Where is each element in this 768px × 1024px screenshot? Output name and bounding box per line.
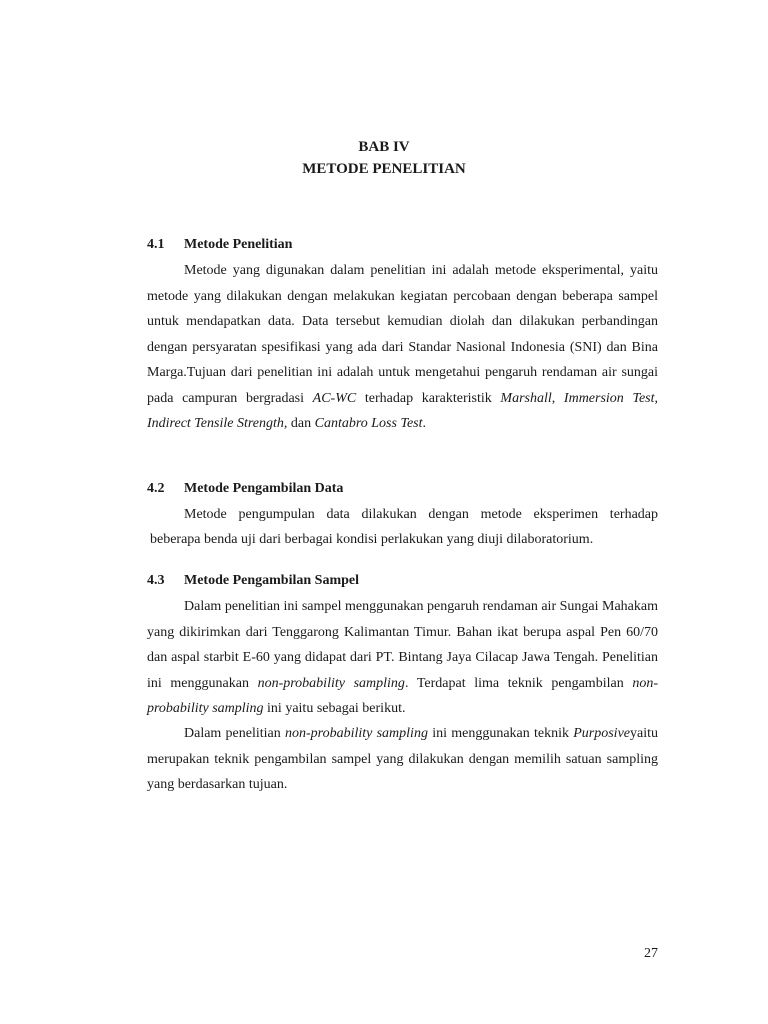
section-title: Metode Penelitian xyxy=(184,237,293,252)
paragraph-4-3-2 xyxy=(147,721,658,798)
italic-term: non-probability sampling xyxy=(147,675,659,716)
chapter-heading xyxy=(0,136,768,180)
italic-term: Purposive xyxy=(573,726,630,741)
italic-term: non-probability sampling xyxy=(257,675,405,691)
italic-term: AC-WC xyxy=(312,390,357,406)
italic-term: Immersion Test xyxy=(563,390,655,406)
italic-term: non-probability sampling xyxy=(285,726,428,741)
paragraph-4-3-1 xyxy=(147,594,658,722)
paragraph-text: . xyxy=(422,416,427,431)
italic-term: Cantabro Loss Test xyxy=(314,416,423,431)
chapter-number: BAB IV xyxy=(358,139,410,155)
paragraph-text: Metode yang digunakan dalam penelitian ini adalah metode eksperimental, yaitu metode yang dilakukan dengan melakukan kegiatan percobaan dengan beberapa sampel untuk mendapatkan data. Data tersebut kemudian diolah dan dilakukan perbandingan dengan persyaratan spesifikasi yang ada dari Standar Nasional Indonesia (SNI) dan Bina Marga.Tujuan dari penelitian ini adalah untuk mengetahui pengaruh rendaman air sungai pada campuran bergradasi xyxy=(147,263,658,406)
paragraph-text: Metode pengumpulan data dilakukan dengan metode eksperimen terhadap xyxy=(184,507,658,522)
section-heading-4-2 xyxy=(147,480,667,498)
paragraph-4-2-line2 xyxy=(150,527,660,553)
paragraph-text: terhadap karakteristik xyxy=(356,390,501,406)
section-heading-4-1 xyxy=(147,236,667,254)
paragraph-text: . Terdapat lima teknik pengambilan xyxy=(404,675,633,691)
section-title: Metode Pengambilan Data xyxy=(184,481,344,496)
paragraph-text: ini yaitu sebagai berikut. xyxy=(263,701,406,716)
italic-term: Indirect Tensile Strength, xyxy=(147,416,288,431)
section-number: 4.2 xyxy=(147,481,165,496)
paragraph-text: , xyxy=(654,390,659,406)
paragraph-4-2-line1 xyxy=(147,502,658,528)
paragraph-text: ini menggunakan teknik xyxy=(427,726,574,741)
page-number: 27 xyxy=(644,946,658,961)
paragraph-text: yaitu merupakan teknik pengambilan sampel yang dilakukan dengan memilih satuan sampling yang berdasarkan tujuan. xyxy=(147,726,658,792)
paragraph-text: dan xyxy=(287,416,315,431)
paragraph-text: Dalam penelitian ini sampel menggunakan pengaruh rendaman air Sungai Mahakam yang dikirimkan dari Tenggarong Kalimantan Timur. Bahan ikat berupa aspal Pen 60/70 dan aspal starbit E-60 yang didapat dari PT. Bintang Jaya Cilacap Jawa Tengah. Penelitian ini menggunakan xyxy=(147,599,658,691)
section-number: 4.1 xyxy=(147,237,165,252)
paragraph-text: Dalam penelitian xyxy=(184,726,285,741)
paragraph-4-1 xyxy=(147,258,658,437)
italic-term: Marshall xyxy=(500,390,552,406)
chapter-title: METODE PENELITIAN xyxy=(302,161,466,177)
section-number: 4.3 xyxy=(147,573,165,588)
section-title: Metode Pengambilan Sampel xyxy=(184,573,359,588)
section-heading-4-3 xyxy=(147,572,667,590)
paragraph-text: , xyxy=(551,390,564,406)
paragraph-text: beberapa benda uji dari berbagai kondisi perlakukan yang diuji dilaboratorium. xyxy=(150,532,594,547)
